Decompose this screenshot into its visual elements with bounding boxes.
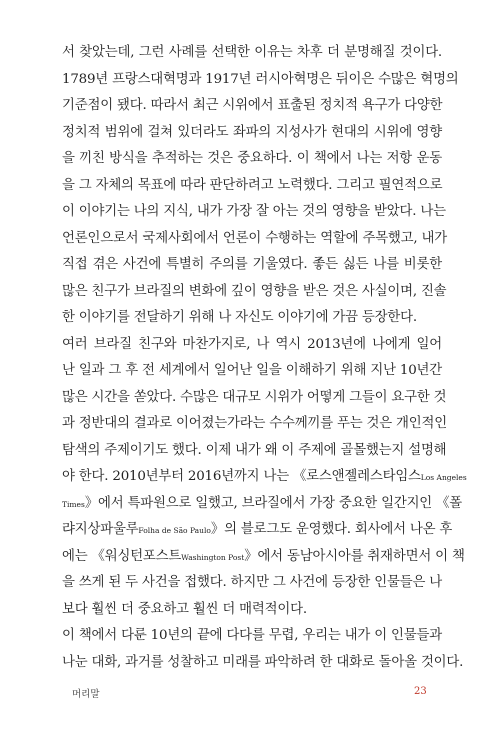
text-line (62, 491, 463, 518)
text-line: 난 일과 그 후 전 세계에서 일어난 일을 이해하기 위해 지난 10년간 (62, 363, 442, 378)
text-segment: 》에서 특파원으로 일했고, 브라질에서 가장 중요한 일간지인 《폴 (84, 495, 463, 511)
text-segment: 야 한다. 2010년부터 2016년까지 나는 《로스앤젤레스타임스 (62, 469, 421, 484)
text-line: 한 이야기를 전달하기 위해 나 자신도 이야기에 가끔 등장한다. (62, 310, 417, 325)
text-segment: 에는 《워싱턴포스트 (62, 548, 182, 564)
text-line: 1789년 프랑스대혁명과 1917년 러시아혁명은 뒤이은 수많은 혁명의 (62, 71, 459, 87)
text-line: 을 쓰게 된 두 사건을 접했다. 하지만 그 사건에 등장한 인물들은 나 (62, 575, 442, 590)
text-line: 언론인으로서 국제사회에서 언론이 수행하는 역할에 주목했고, 내가 (62, 230, 447, 246)
text-line: 여러 브라질 친구와 마찬가지로, 나 역시 2013년에 나에게 일어 (62, 336, 442, 352)
text-line: 기준점이 됐다. 따라서 최근 시위에서 표출된 정치적 욕구가 다양한 (62, 98, 443, 113)
original-title: Washington Post (181, 552, 245, 562)
text-line: 보다 훨씬 더 중요하고 훨씬 더 매력적이다. (62, 601, 307, 617)
text-segment: 》의 블로그도 운영했다. 회사에서 나온 후 (210, 522, 453, 537)
text-line: 나눈 대화, 과거를 성찰하고 미래를 파악하려 한 대화로 돌아올 것이다. (62, 654, 464, 670)
text-line: 정치적 범위에 걸쳐 있더라도 좌파의 지성사가 현대의 시위에 영향 (62, 124, 442, 140)
body-text (62, 40, 467, 676)
original-title: Times (62, 499, 85, 509)
text-line: 직접 겪은 사건에 특별히 주의를 기울였다. 좋든 싫든 나를 비롯한 (62, 257, 442, 272)
text-line: 이 이야기는 나의 지식, 내가 가장 잘 아는 것의 영향을 받았다. 나는 (62, 204, 446, 219)
page-number: 23 (414, 686, 427, 697)
text-line: 탐색의 주제이기도 했다. 이제 내가 왜 이 주제에 골몰했는지 설명해 (62, 442, 447, 458)
original-title: Los Angeles (420, 473, 467, 482)
text-line: 이 책에서 다룬 10년의 끝에 다다를 무렵, 우리는 내가 이 인물들과 (62, 628, 442, 643)
text-line (62, 517, 453, 544)
text-line: 을 그 자체의 목표에 따라 판단하려고 노력했다. 그리고 필연적으로 (62, 177, 443, 193)
text-line: 을 끼친 방식을 추적하는 것은 중요하다. 이 책에서 나는 저항 운동 (62, 151, 442, 166)
text-line: 많은 시간을 쏟았다. 수많은 대규모 시위가 어떻게 그들이 요구한 것 (62, 389, 447, 405)
original-title: Folha de São Paulo (138, 526, 211, 535)
running-footer-title: 머리말 (72, 689, 100, 700)
text-line: 서 찾았는데, 그런 사례를 선택한 이유는 차후 더 분명해질 것이다. (62, 45, 442, 60)
text-line (62, 464, 467, 491)
text-segment: 》에서 동남아시아를 취재하면서 이 책 (244, 548, 465, 564)
text-line: 많은 친구가 브라질의 변화에 깊이 영향을 받은 것은 사실이며, 진솔 (62, 283, 447, 299)
text-line: 과 정반대의 결과로 이어졌는가라는 수수께끼를 푸는 것은 개인적인 (62, 416, 447, 431)
text-line (62, 544, 465, 571)
text-segment: 랴지상파울루 (62, 522, 139, 537)
